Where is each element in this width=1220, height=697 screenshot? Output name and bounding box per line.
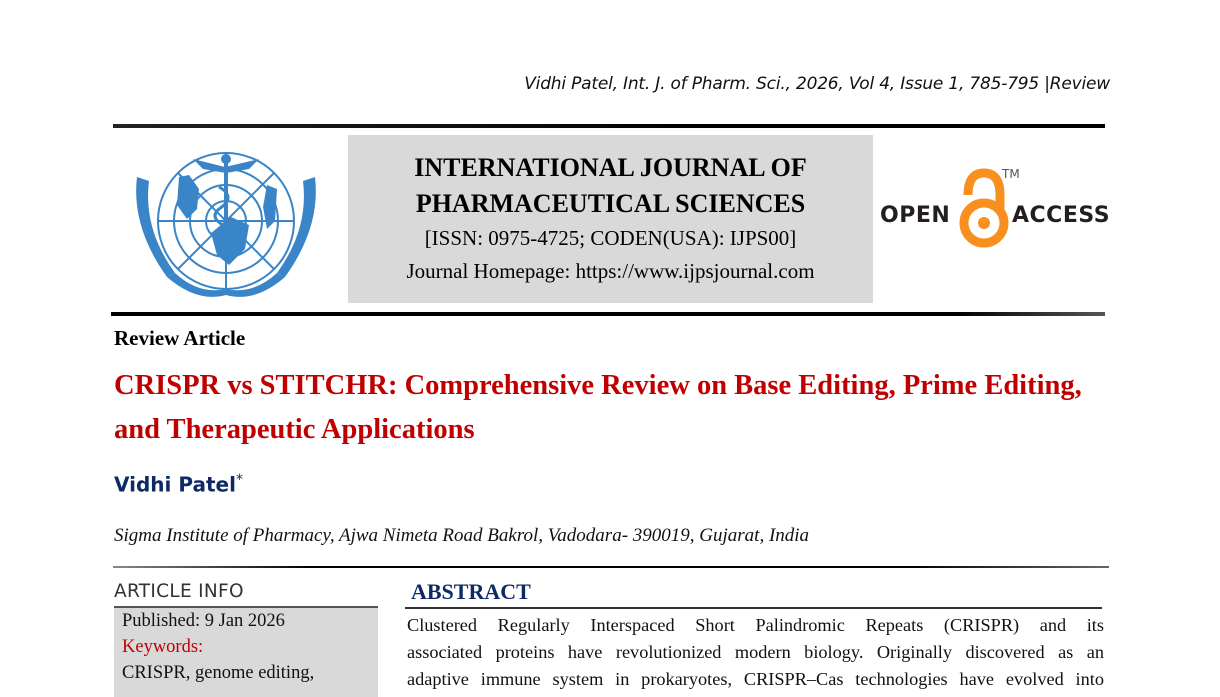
author-name-text: Vidhi Patel	[114, 472, 236, 497]
article-title: CRISPR vs STITCHR: Comprehensive Review on Base Editing, Prime Editing, and Therapeutic Applications	[114, 370, 1082, 445]
trademark-mark: TM	[1002, 167, 1020, 181]
affiliation-rule	[113, 566, 1109, 568]
header-rule-top	[113, 124, 1105, 128]
open-access-right-text: ACCESS	[1012, 203, 1111, 228]
author-affiliation: Sigma Institute of Pharmacy, Ajwa Nimeta Road Bakrol, Vadodara- 390019, Gujarat, India	[114, 525, 810, 546]
journal-name-line2: PHARMACEUTICAL SCIENCES	[415, 189, 806, 218]
abstract-body	[407, 612, 1104, 693]
abstract-heading: ABSTRACT	[411, 579, 531, 604]
published-date: Published: 9 Jan 2026	[122, 611, 285, 631]
open-access-logo	[880, 165, 1110, 255]
abstract-rule	[405, 607, 1102, 609]
abstract-line: Clustered Regularly Interspaced Short Palindromic Repeats (CRISPR) and its	[407, 615, 1104, 635]
abstract-line: adaptive immune system in prokaryotes, CRISPR–Cas technologies have evolved into	[407, 669, 1104, 689]
article-info-heading: ARTICLE INFO	[114, 581, 244, 602]
author-name	[114, 472, 243, 497]
keywords-label: Keywords:	[122, 637, 204, 657]
journal-homepage: Journal Homepage: https://www.ijpsjournal.com	[406, 259, 815, 283]
article-info-box	[114, 606, 378, 697]
journal-logo-icon	[127, 137, 325, 305]
keywords-list: CRISPR, genome editing,	[122, 663, 315, 683]
abstract-line: associated proteins have revolutionized modern biology. Originally discovered as an	[407, 642, 1104, 662]
header-rule-bottom	[111, 312, 1105, 316]
journal-name-line1: INTERNATIONAL JOURNAL OF	[414, 153, 807, 182]
journal-issn: [ISSN: 0975-4725; CODEN(USA): IJPS00]	[424, 226, 797, 250]
open-access-left-text: OPEN	[880, 203, 951, 228]
corresponding-author-mark: *	[235, 472, 243, 488]
journal-banner	[348, 135, 873, 303]
running-head: Vidhi Patel, Int. J. of Pharm. Sci., 2026, Vol 4, Issue 1, 785-795 |Review	[524, 74, 1110, 94]
article-type: Review Article	[114, 326, 246, 350]
